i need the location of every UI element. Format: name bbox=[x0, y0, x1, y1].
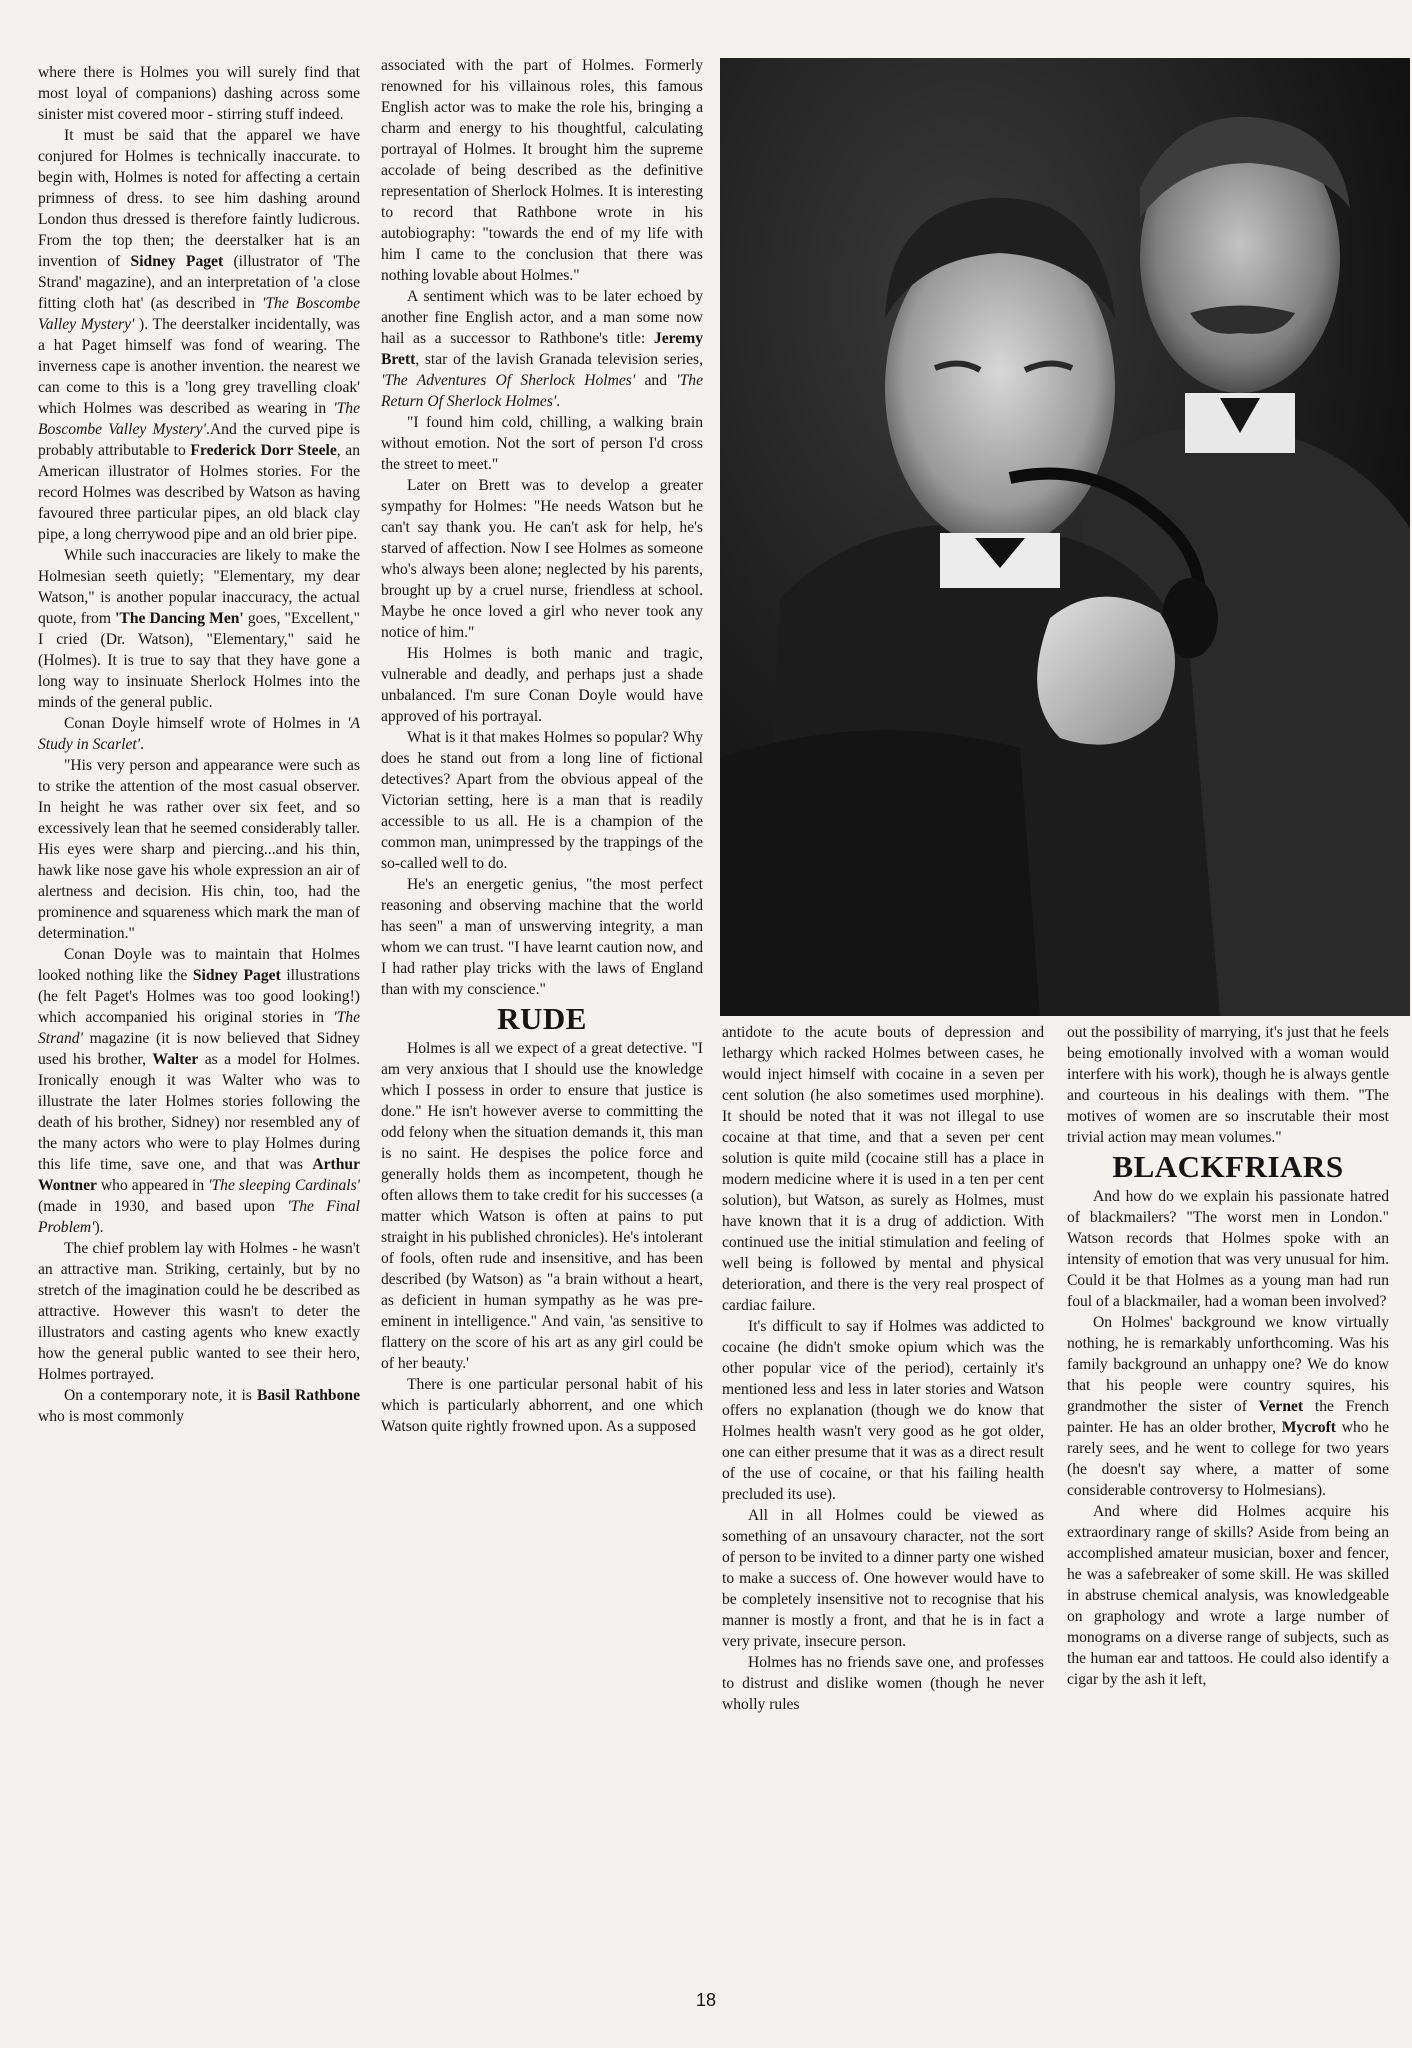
article-column-1 bbox=[38, 62, 360, 1962]
paragraph: where there is Holmes you will surely find that most loyal of companions) dashing across some sinister mist covered moor - stirring stuff indeed. bbox=[38, 64, 360, 123]
paragraph: antidote to the acute bouts of depression and lethargy which racked Holmes between cases, he would inject himself with cocaine in a seven per cent solution (he also sometimes used morphine). It should be noted that it was not illegal to use cocaine at that time, and that a seven per cent solution is quite mild (cocaine still has a place in modern medicine where it is used in a ten per cent solution), but Watson, as surely as Holmes, must have known that it is a drug of addiction. With continued use the initial stimulation and feeling of well being is followed by mental and physical deterioration, and there is the very real prospect of cardiac failure. bbox=[722, 1024, 1044, 1314]
paragraph: Holmes is all we expect of a great detective. "I am very anxious that I should use the knowledge which I possess in order to ensure that justice is done." He isn't however averse to committing the odd felony when the situation demands it, this man is no saint. He despises the police force and generally holds them as incompetent, though he often allows them to take credit for his successes (a matter which Watson is often at pains to put straight in his published chronicles). He's intolerant of fools, often rude and insensitive, and has been described (by Watson) as "a brain without a heart, as deficient in human sympathy as he was pre-eminent in intelligence." And vain, 'as sensitive to flattery on the score of his art as any girl could be of her beauty.' bbox=[381, 1040, 703, 1372]
photo-holmes-and-watson bbox=[720, 58, 1410, 1016]
article-column-4 bbox=[1067, 1022, 1389, 1962]
paragraph: associated with the part of Holmes. Formerly renowned for his villainous roles, this famous English actor was to make the role his, bringing a charm and energy to his thoughtful, calculating portrayal of Holmes. It brought him the supreme accolade of being described as the definitive representation of Sherlock Holmes. It is interesting to record that Rathbone wrote in his autobiography: "towards the end of my life with him I came to the conclusion that there was nothing lovable about Holmes." bbox=[381, 57, 703, 284]
paragraph: Later on Brett was to develop a greater sympathy for Holmes: "He needs Watson but he can't say thank you. He can't ask for help, he's starved of affection. Now I see Holmes as someone who's always been alone; neglected by his parents, brought up by a cruel nurse, friendless at school. Maybe he once loved a girl who never took any notice of him." bbox=[381, 477, 703, 641]
paragraph: Conan Doyle himself wrote of Holmes in 'A Study in Scarlet'. bbox=[38, 715, 360, 753]
section-heading-blackfriars: BLACKFRIARS bbox=[1112, 1149, 1344, 1184]
paragraph: There is one particular personal habit of his which is particularly abhorrent, and one which Watson quite rightly frowned upon. As a supposed bbox=[381, 1376, 703, 1435]
paragraph: What is it that makes Holmes so popular? Why does he stand out from a long line of fictional detectives? Apart from the obvious appeal of the Victorian setting, here is a man that is readily accessible to us all. He is a champion of the common man, unimpressed by the trappings of the so-called well to do. bbox=[381, 729, 703, 872]
paragraph: And where did Holmes acquire his extraordinary range of skills? Aside from being an accomplished amateur musician, boxer and fencer, he was a safebreaker of some skill. He was skilled in abstruse chemical analysis, was knowledgeable on graphology and wrote a large number of monograms on a diverse range of subjects, such as the human ear and tattoos. He could also identify a cigar by the ash it left, bbox=[1067, 1503, 1389, 1688]
photo-illustration bbox=[720, 58, 1410, 1016]
paragraph: A sentiment which was to be later echoed by another fine English actor, and a man some now hail as a successor to Rathbone's title: Jeremy Brett, star of the lavish Granada television series, 'The Adventures Of Sherlock Holmes' and 'The Return Of Sherlock Holmes'. bbox=[381, 288, 703, 410]
paragraph: out the possibility of marrying, it's just that he feels being emotionally involved with a woman would interfere with his work), though he is always gentle and courteous in his dealings with them. "The motives of women are so inscrutable their most trivial action may mean volumes." bbox=[1067, 1024, 1389, 1146]
article-column-2 bbox=[381, 55, 703, 1955]
paragraph: All in all Holmes could be viewed as something of an unsavoury character, not the sort of person to be invited to a dinner party one wished to make a success of. One however would have to be completely insensitive not to recognise that his manner is mostly a front, and that he is in fact a very private, insecure person. bbox=[722, 1507, 1044, 1650]
paragraph: And how do we explain his passionate hatred of blackmailers? "The worst men in London." Watson records that Holmes spoke with an intensity of emotion that was very unusual for him. Could it be that Holmes as a young man had run foul of a blackmailer, had a woman been involved? bbox=[1067, 1188, 1389, 1310]
page-number: 18 bbox=[695, 1990, 717, 2010]
paragraph: His Holmes is both manic and tragic, vulnerable and deadly, and perhaps just a shade unbalanced. I'm sure Conan Doyle would have approved of his portrayal. bbox=[381, 645, 703, 725]
paragraph: It's difficult to say if Holmes was addicted to cocaine (he didn't smoke opium which was the other popular vice of the period), certainly it's mentioned less and less in later stories and Watson offers no explanation (though we do know that Holmes health wasn't very good as he got older, one can either presume that it was as a direct result of the use of cocaine, or that his failing health precluded its use). bbox=[722, 1318, 1044, 1503]
paragraph: It must be said that the apparel we have conjured for Holmes is technically inaccurate. to begin with, Holmes is noted for affecting a certain primness of dress. to see him dashing around London thus dressed is therefore faintly ludicrous. From the top then; the deerstalker hat is an invention of Sidney Paget (illustrator of 'The Strand' magazine), and an interpretation of 'a close fitting cloth hat' (as described in 'The Boscombe Valley Mystery' ). The deerstalker incidentally, was a hat Paget himself was fond of wearing. The inverness cape is another invention. the nearest we can come to this is a 'long grey travelling cloak' which Holmes was described as wearing in 'The Boscombe Valley Mystery'.And the curved pipe is probably attributable to Frederick Dorr Steele, an American illustrator of Holmes stories. For the record Holmes was described by Watson as having favoured three particular pipes, an old black clay pipe, a long cherrywood pipe and an old brier pipe. bbox=[38, 127, 360, 543]
paragraph: On Holmes' background we know virtually nothing, he is remarkably unforthcoming. Was his family background an unhappy one? We do know that his people were country squires, his grandmother the sister of Vernet the French painter. He has an older brother, Mycroft who he rarely sees, and he went to college for two years (he doesn't say where, a matter of some considerable controversy to Holmesians). bbox=[1067, 1314, 1389, 1499]
paragraph: On a contemporary note, it is Basil Rathbone who is most commonly bbox=[38, 1387, 360, 1425]
quote-paragraph: "I found him cold, chilling, a walking brain without emotion. Not the sort of person I'd cross the street to meet." bbox=[381, 414, 703, 473]
paragraph: He's an energetic genius, "the most perfect reasoning and observing machine that the world has seen" a man of unswerving integrity, a man whom we can trust. "I have learnt caution now, and I had rather play tricks with the laws of England than with my conscience." bbox=[381, 876, 703, 998]
paragraph: Holmes has no friends save one, and professes to distrust and dislike women (though he never wholly rules bbox=[722, 1654, 1044, 1713]
article-column-3 bbox=[722, 1022, 1044, 1962]
section-heading-rude: RUDE bbox=[497, 1001, 587, 1036]
paragraph: While such inaccuracies are likely to make the Holmesian seeth quietly; "Elementary, my dear Watson," is another popular inaccuracy, the actual quote, from 'The Dancing Men' goes, "Excellent," I cried (Dr. Watson), "Elementary," said he (Holmes). It is true to say that they have gone a long way to insinuate Sherlock Holmes into the minds of the general public. bbox=[38, 547, 360, 711]
paragraph: The chief problem lay with Holmes - he wasn't an attractive man. Striking, certainly, but by no stretch of the imagination could he be described as attractive. However this wasn't to deter the illustrators and casting agents who knew exactly how the general public wanted to see their hero, Holmes portrayed. bbox=[38, 1240, 360, 1383]
paragraph: Conan Doyle was to maintain that Holmes looked nothing like the Sidney Paget illustrations (he felt Paget's Holmes was too good looking!) which accompanied his original stories in 'The Strand' magazine (it is now believed that Sidney used his brother, Walter as a model for Holmes. Ironically enough it was Walter who was to illustrate the later Holmes stories following the death of his brother, Sidney) nor resembled any of the many actors who were to play Holmes during this life time, save one, and that was Arthur Wontner who appeared in 'The sleeping Cardinals' (made in 1930, and based upon 'The Final Problem'). bbox=[38, 946, 360, 1236]
quote-paragraph: "His very person and appearance were such as to strike the attention of the most casual observer. In height he was rather over six feet, and so excessively lean that he seemed considerably taller. His eyes were sharp and piercing...and his thin, hawk like nose gave his whole expression an air of alertness and decision. His chin, too, had the prominence and squareness which mark the man of determination." bbox=[38, 757, 360, 942]
